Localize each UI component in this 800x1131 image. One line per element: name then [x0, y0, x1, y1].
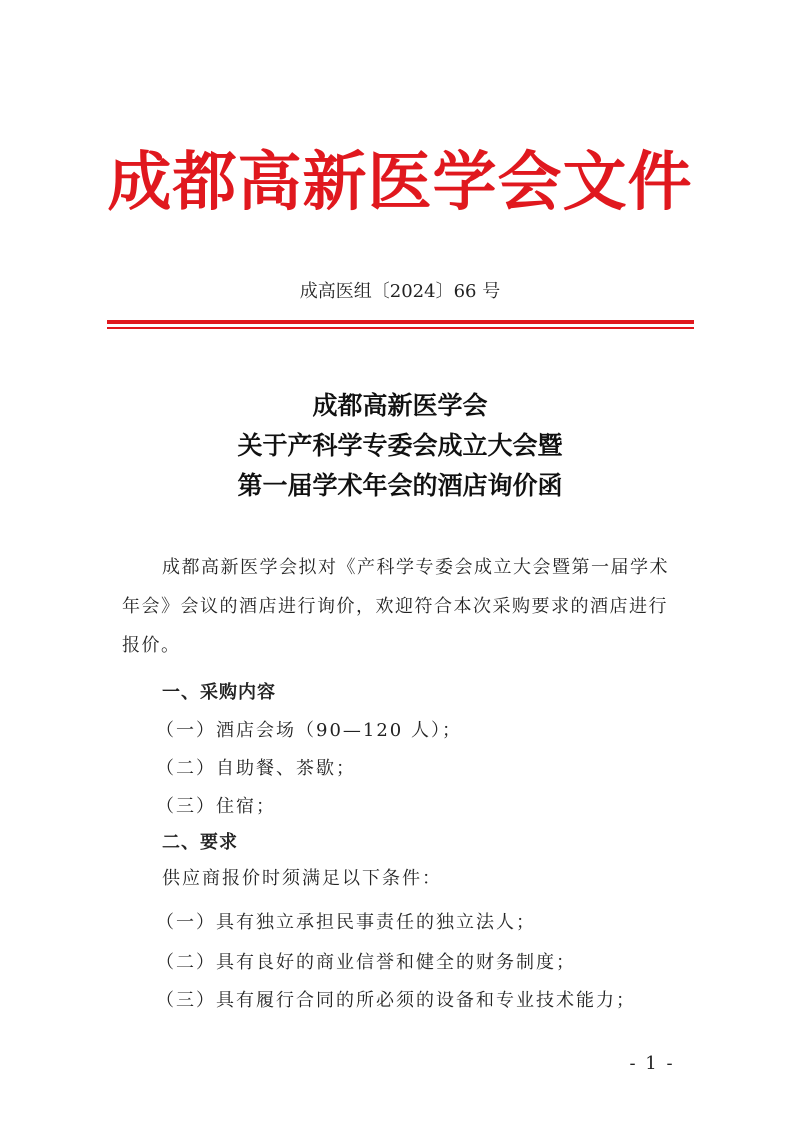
intro-paragraph: 成都高新医学会拟对《产科学专委会成立大会暨第一届学术年会》会议的酒店进行询价，欢迎符合本次采购要求的酒店进行报价。	[122, 557, 669, 656]
section2-item-1: （一）具有独立承担民事责任的独立法人；	[156, 912, 536, 933]
section2-intro: 供应商报价时须满足以下条件：	[162, 868, 442, 889]
section1-heading: 一、采购内容	[162, 682, 276, 703]
document-number: 成高医组〔2024〕66 号	[299, 281, 501, 302]
section2-heading: 二、要求	[162, 832, 238, 853]
section1-item-1: （一）酒店会场（90—120 人）；	[156, 720, 462, 741]
subject-line-1: 成都高新医学会	[312, 391, 488, 420]
page-number: - 1 -	[629, 1053, 675, 1074]
subject-line-2: 关于产科学专委会成立大会暨	[237, 431, 563, 460]
subject-line-3: 第一届学术年会的酒店询价函	[237, 471, 563, 500]
section2-item-3: （三）具有履行合同的所必须的设备和专业技术能力；	[156, 990, 636, 1011]
red-divider-thick	[107, 320, 694, 324]
document-header-title: 成都高新医学会文件	[107, 145, 693, 220]
section1-item-3: （三）住宿；	[156, 796, 276, 817]
section1-item-2: （二）自助餐、茶歇；	[156, 758, 356, 779]
document-subject	[0, 386, 800, 506]
section2-item-2: （二）具有良好的商业信誉和健全的财务制度；	[156, 952, 576, 973]
red-divider-thin	[107, 327, 694, 329]
